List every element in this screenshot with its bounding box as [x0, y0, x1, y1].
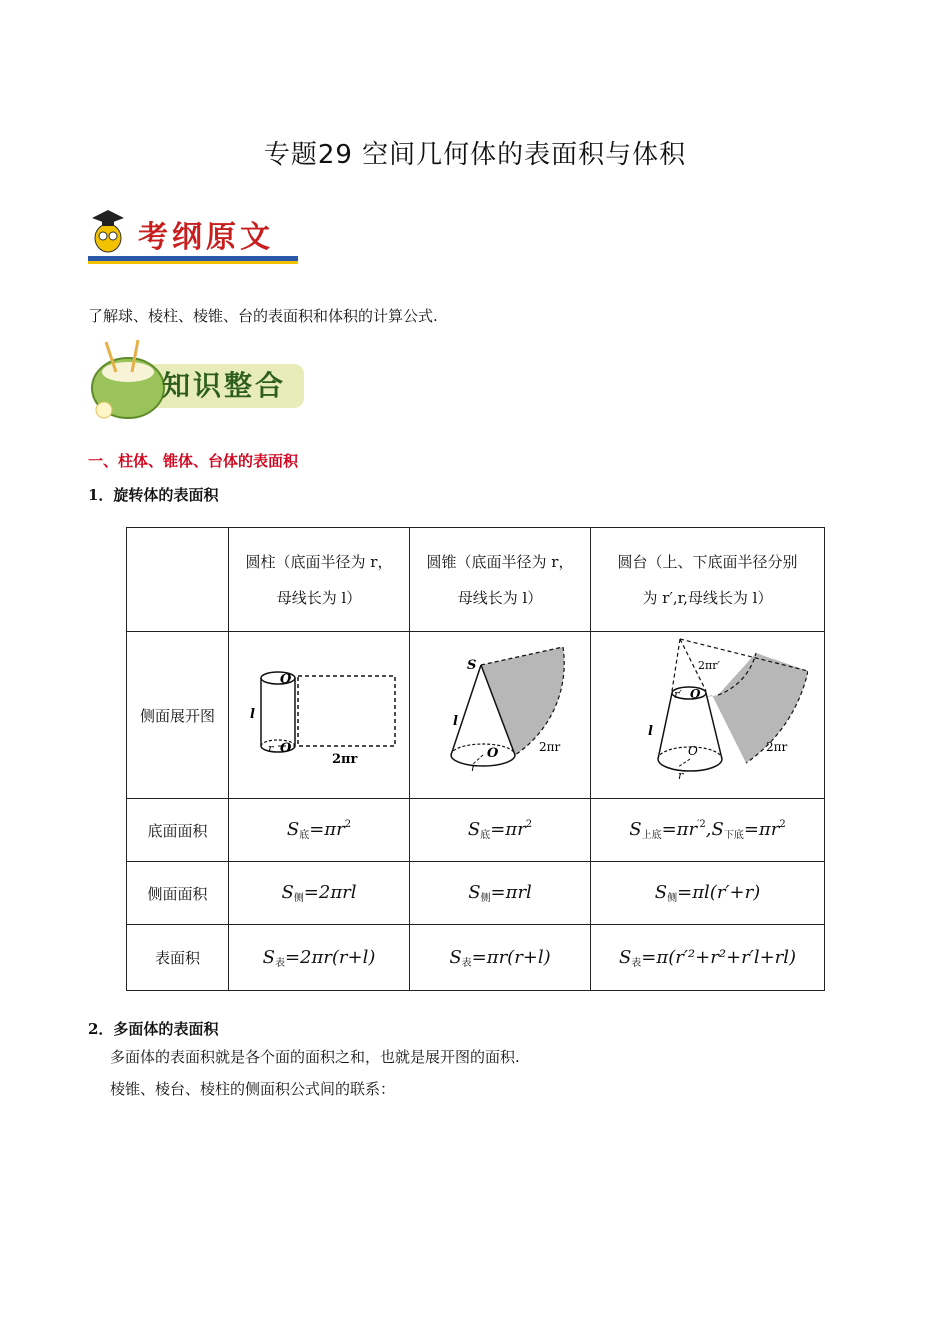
row-label-lateral: 侧面面积: [127, 862, 229, 925]
header-frustum-line1: 圆台（上、下底面半径分别: [617, 552, 798, 571]
formula-lateral-cone: $S_侧=\pi rl$: [410, 862, 591, 925]
header-cylinder-line2: 母线长为 l）: [276, 588, 362, 607]
empty-corner-cell: [127, 528, 229, 632]
formula-total-cylinder: $S_表=2\pi r(r+l)$: [229, 925, 410, 991]
formula-lateral-frustum: $S_侧=\pi l(r'+r)$: [591, 862, 825, 925]
cyl-label-arc: 2πr: [332, 752, 358, 767]
cone-diagram: [415, 643, 585, 783]
cyl-label-top-O: O: [280, 672, 292, 687]
table-row-total: [127, 925, 825, 991]
cyl-label-r: r: [268, 742, 274, 755]
formula-base-frustum: $S_{上底}=\pi r^{'2},S_{下底}=\pi r^2$: [591, 799, 825, 862]
exam-outline-badge: [86, 198, 300, 268]
formula-total-frustum: $S_表=\pi(r'^2+r^2+r'l+rl)$: [591, 925, 825, 991]
row-label-total: 表面积: [127, 925, 229, 991]
cylinder-unfold-cell: [229, 632, 410, 799]
surface-area-table: [126, 527, 825, 991]
table-header-row: [127, 528, 825, 632]
cone-unfold-cell: [410, 632, 591, 799]
cyl-label-bottom-O: O: [280, 741, 292, 756]
section-heading: 一、柱体、锥体、台体的表面积: [88, 452, 299, 470]
formula-base-cylinder: $S_底=\pi r^2$: [229, 799, 410, 862]
knowledge-badge: [86, 336, 306, 422]
frustum-label-arc-top: 2πr′: [697, 659, 720, 672]
row-label-unfold: 侧面展开图: [127, 632, 229, 799]
header-frustum: [591, 528, 825, 632]
table-row-lateral: [127, 862, 825, 925]
cone-label-r: r: [471, 761, 477, 774]
header-cylinder: [229, 528, 410, 632]
table-row-base: [127, 799, 825, 862]
cyl-label-l: l: [250, 707, 255, 722]
polyhedron-paragraph: 多面体的表面积就是各个面的面积之和，也就是展开图的面积.: [110, 1048, 520, 1066]
frustum-label-arc: 2πr: [765, 740, 787, 754]
header-cone: [410, 528, 591, 632]
frustum-label-bottom-O: O: [687, 744, 698, 758]
frustum-diagram: [608, 635, 808, 791]
formula-total-cone: $S_表=\pi r(r+l)$: [410, 925, 591, 991]
frustum-label-l: l: [647, 724, 653, 739]
cone-label-S: S: [467, 658, 477, 673]
cylinder-diagram: [234, 658, 404, 768]
cone-label-O: O: [487, 746, 499, 761]
page-title: 专题29 空间几何体的表面积与体积: [263, 140, 687, 170]
header-cone-line1: 圆锥（底面半径为 r，: [426, 552, 574, 571]
frustum-label-r: r: [677, 769, 683, 782]
cone-label-arc: 2πr: [539, 740, 561, 754]
exam-outline-text: 考纲原文: [138, 220, 274, 255]
row-label-base: 底面面积: [127, 799, 229, 862]
frustum-label-rprime: r′: [673, 688, 682, 701]
frustum-unfold-cell: [591, 632, 825, 799]
cone-label-l: l: [453, 714, 458, 729]
lateral-relation-paragraph: 棱锥、棱台、棱柱的侧面积公式间的联系：: [110, 1080, 396, 1098]
subsection-heading-2: 2．多面体的表面积: [88, 1020, 219, 1038]
knowledge-text: 知识整合: [162, 369, 287, 402]
header-frustum-line2: 为 r′,r,母线长为 l）: [642, 588, 773, 607]
header-cone-line2: 母线长为 l）: [457, 588, 543, 607]
subsection-heading-1: 1．旋转体的表面积: [88, 486, 219, 504]
table-row-unfold: [127, 632, 825, 799]
frustum-label-top-O: O: [689, 687, 700, 701]
formula-base-cone: $S_底=\pi r^2$: [410, 799, 591, 862]
formula-lateral-cylinder: $S_侧=2\pi rl$: [229, 862, 410, 925]
intro-text: 了解球、棱柱、棱锥、台的表面积和体积的计算公式.: [88, 307, 438, 325]
header-cylinder-line1: 圆柱（底面半径为 r，: [245, 552, 393, 571]
